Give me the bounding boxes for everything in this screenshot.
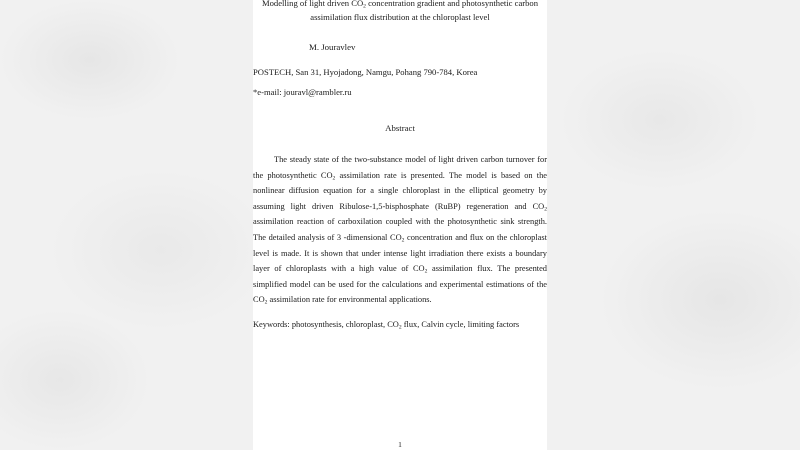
author-email: *e-mail: jouravl@rambler.ru xyxy=(253,87,352,97)
author-affiliation: POSTECH, San 31, Hyojadong, Namgu, Pohang 790-784, Korea xyxy=(253,67,478,77)
abstract-heading: Abstract xyxy=(385,123,415,133)
document-page[interactable] xyxy=(253,0,547,450)
author-name: M. Jouravlev xyxy=(309,42,356,52)
keywords-line: Keywords: photosynthesis, chloroplast, $CO_2$ flux, Calvin cycle, limiting factors xyxy=(253,320,520,331)
paper-title: Modelling of light driven $CO_2$ concentration gradient and photosynthetic carbon assimilation flux distribution at the chloroplast level xyxy=(261,0,539,23)
page-number: 1 xyxy=(398,440,402,449)
abstract-body: The steady state of the two-substance model of light driven carbon turnover for the photosynthetic $CO_2$ assimilation rate is presented. The model is based on the nonlinear diffusion equation for a single chloroplast in the elliptical geometry by assuming light driven Ribulose-1,5-bisphosphate (RuBP) regeneration and $CO_2$ assimilation reaction of carboxilation coupled with the photosynthetic sink strength. The detailed analysis of 3 -dimensional $CO_2$ concentration and flux on the chloroplast level is made. It is shown that under intense light irradiation there exists a boundary layer of chloroplasts with a high value of $CO_2$ assimilation flux. The presented simplified model can be used for the calculations and experimental estimations of the $CO_2$ assimilation rate for environmental applications. xyxy=(253,155,547,306)
